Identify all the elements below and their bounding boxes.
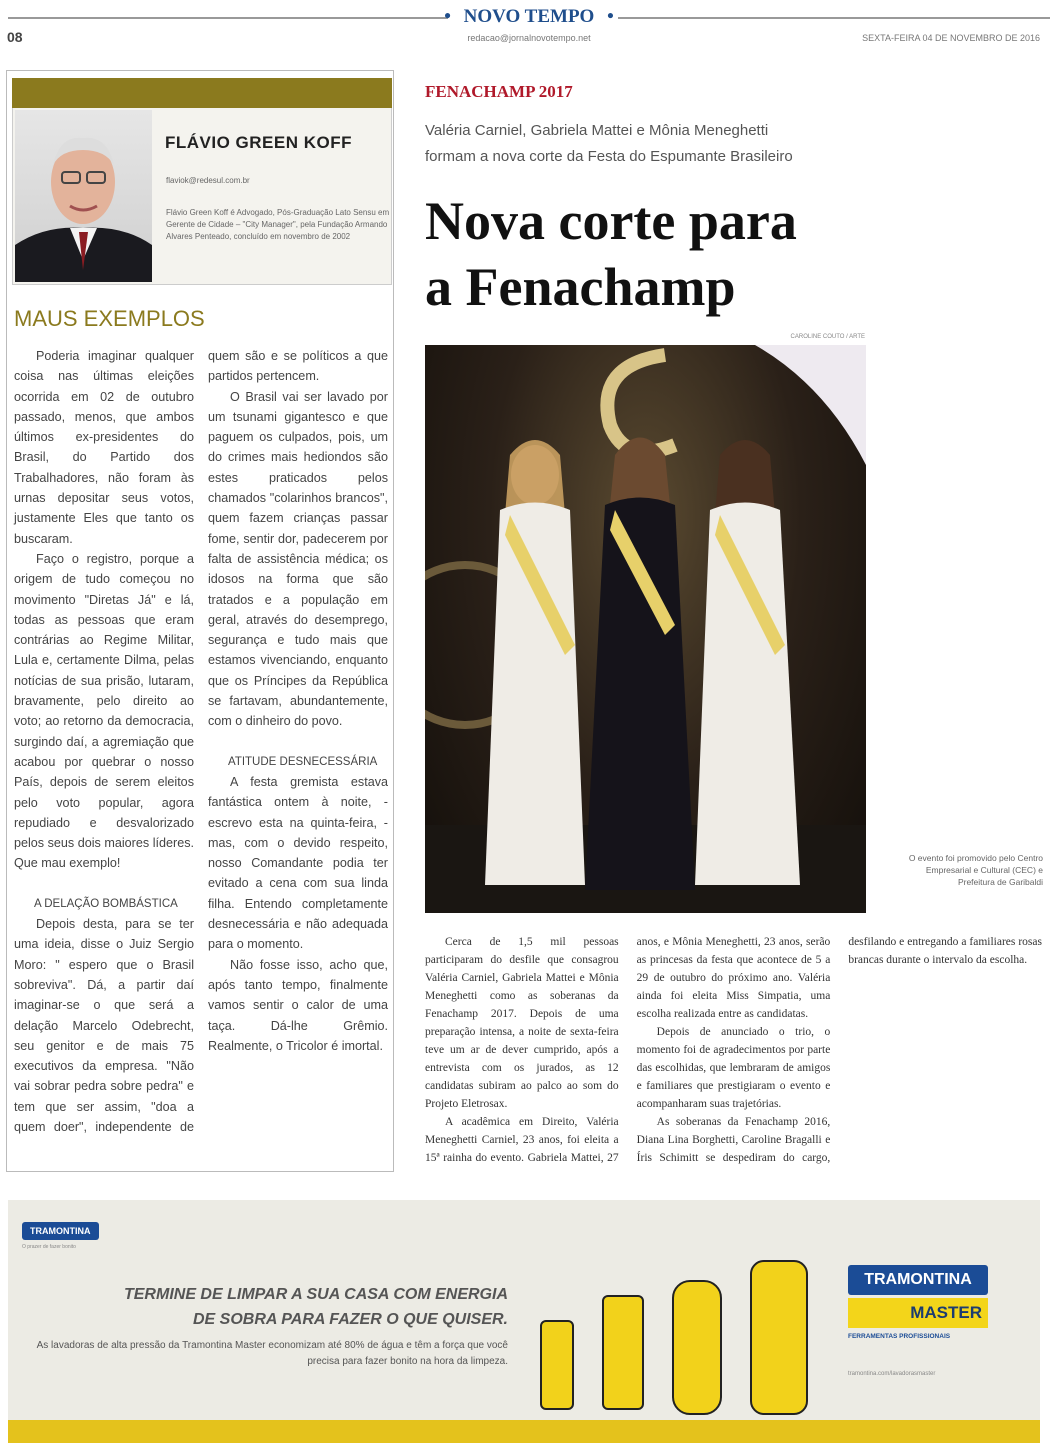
paragraph: A acadêmica em Direito, Valéria Meneghetti Carniel, 23 anos, foi eleita a 15ª rainha do evento. Gabriela Mattei, 27 anos, e Mônia Meneghetti, 23 anos, serão as princesas da festa que acontece de 5 a 29 de outubro do próximo ano. Valéria ainda foi eleita Miss Simpatia, uma escolha realizada entre as candidatas. — [425, 936, 831, 1164]
ad-brand-master: MASTER — [848, 1298, 988, 1328]
author-email[interactable]: flaviok@redesul.com.br — [166, 176, 250, 185]
ad-body: As lavadoras de alta pressão da Tramontina Master economizam até 80% de água e têm a força que você precisa para fazer bonito na hora da limpeza. — [36, 1340, 508, 1367]
column-title: MAUS EXEMPLOS — [14, 306, 205, 331]
paragraph: A festa gremista estava fantástica ontem à noite, - escrevo esta na quinta-feira, - mas, com o devido respeito, nosso Comandante podia ter evitado a cena com sua linda filha. Entendo completamente desnecessária e não adequada para o momento. — [208, 774, 388, 952]
subheading: A DELAÇÃO BOMBÁSTICA — [34, 897, 178, 910]
photo-caption: O evento foi promovido pelo Centro Empresarial e Cultural (CEC) e Prefeitura de Garibaldi — [908, 853, 1043, 887]
subtitle-line: formam a nova corte da Festa do Espumante Brasileiro — [425, 148, 793, 165]
author-photo — [15, 110, 152, 282]
paragraph: Poderia imaginar qualquer coisa nas últimas eleições ocorrida em 02 de outubro passado, menos, que ambos últimos ex-presidentes do Brasil, do Partido dos Trabalhadores, não foram às urnas depositar seus votos, justamente Eles que tanto os buscaram. — [14, 349, 194, 546]
pressure-washers-image — [540, 1220, 830, 1420]
photo-credit: CAROLINE COUTO / ARTE — [790, 334, 865, 340]
masthead-title: NOVO TEMPO — [456, 6, 603, 27]
header-email: redacao@jornalnovotempo.net — [467, 33, 591, 43]
subtitle-line: Valéria Carniel, Gabriela Mattei e Mônia Meneghetti — [425, 122, 769, 139]
ad-headline-line: TERMINE DE LIMPAR A SUA CASA COM ENERGIA — [123, 1286, 508, 1303]
article-body — [425, 933, 1042, 1173]
author-name: FLÁVIO GREEN KOFF — [165, 133, 352, 152]
author-box-bar — [12, 78, 392, 108]
author-bio: Flávio Green Koff é Advogado, Pós-Graduação Lato Sensu em Gerente de Cidade – "City Manager", pela Fundação Armando Alvares Penteado, concluído em novembro de 2002 — [166, 208, 390, 241]
header-date: SEXTA-FEIRA 04 DE NOVEMBRO DE 2016 — [862, 33, 1040, 43]
column-body — [14, 346, 388, 1161]
ad-headline-line: DE SOBRA PARA FAZER O QUE QUISER. — [193, 1311, 508, 1328]
masthead: • NOVO TEMPO • — [444, 6, 614, 27]
ad-yellow-bar — [8, 1420, 1040, 1443]
paragraph: Depois desta, para se ter uma ideia, disse o Juiz Sergio Moro: " espero que o Brasil sobreviva". Dá, a partir daí imaginar-se o que será a delação Marcelo Odebrecht, seu genitor e de mais 75 executivos da empresa. "Não vai sobrar pedra sobre pedra" e tem que ser assim, "doa a quem doer", independente de quem são e se políticos a que partidos pertencem. — [14, 349, 388, 1134]
article-photo — [425, 345, 866, 913]
paragraph: O Brasil vai ser lavado por um tsunami gigantesco e que paguem os culpados, pois, um do crimes mais hediondos são estes praticados pelos chamados "colarinhos brancos", quem fazem crianças passar fome, sentir dor, padecerem por falta de assistência médica; os idosos na forma que são tratados e a população em geral, através do desemprego, segurança e tudo mais que estamos vivenciando, enquanto que os Príncipes da República se fartavam, abundantemente, com o dinheiro do povo. — [208, 389, 388, 729]
article-kicker: FENACHAMP 2017 — [425, 82, 573, 101]
ad-brand-tramontina: TRAMONTINA — [848, 1265, 988, 1295]
subheading: ATITUDE DESNECESSÁRIA — [228, 755, 378, 768]
ad-logo: TRAMONTINA — [22, 1222, 99, 1240]
page-number: 08 — [7, 29, 23, 45]
article-subtitle — [425, 118, 793, 170]
headline-line: a Fenachamp — [425, 257, 736, 317]
ad-url[interactable]: tramontina.com/lavadorasmaster — [848, 1371, 936, 1377]
paragraph: As soberanas da Fenachamp 2016, Diana Lina Borghetti, Caroline Bragalli e Íris Schimitt se despediram do cargo, desfilando e entregando a familiares rosas brancas durante o intervalo da escolha. — [636, 936, 1042, 1164]
ad-headline — [40, 1282, 508, 1332]
ad-tagline: O prazer de fazer bonito — [22, 1244, 76, 1250]
headline-line: Nova corte para — [425, 191, 797, 251]
paragraph: Não fosse isso, acho que, após tanto tempo, finalmente vamos sentir o calor de uma taça. Dá-lhe Grêmio. Realmente, o Tricolor é imortal. — [208, 957, 388, 1053]
ad-brand-subtitle: FERRAMENTAS PROFISSIONAIS — [848, 1333, 951, 1340]
paragraph: Cerca de 1,5 mil pessoas participaram do desfile que consagrou Valéria Carniel, Gabriela Mattei e Mônia Meneghetti como as soberanas da Fenachamp 2017. Depois de uma preparação intensa, a noite de sexta-feira teve um ar de dever cumprido, após a entrevista com os jurados, as 12 candidatas subiram ao palco ao som do Projeto Eletrosax. — [425, 936, 619, 1110]
paragraph: Depois de anunciado o trio, o momento foi de agradecimentos por parte das escolhidas, que lembraram de amigos e familiares que prestigiaram o evento e acompanharam suas trajetórias. — [636, 1026, 831, 1110]
article-headline — [425, 188, 797, 320]
paragraph: Faço o registro, porque a origem de tudo começou no movimento "Diretas Já" e lá, todas as pessoas que eram contrárias ao Regime Militar, Lula e, certamente Dilma, pelas notícias de sua prisão, lutaram, bravamente, pelo direito ao voto; ao retorno da democracia, surgindo daí, a agremiação que acabou por quebrar o nosso País, depois de serem eleitos pelo voto popular, agora repudiado e desvalorizado pelos seus dois maiores líderes. Que mau exemplo! — [14, 551, 194, 871]
